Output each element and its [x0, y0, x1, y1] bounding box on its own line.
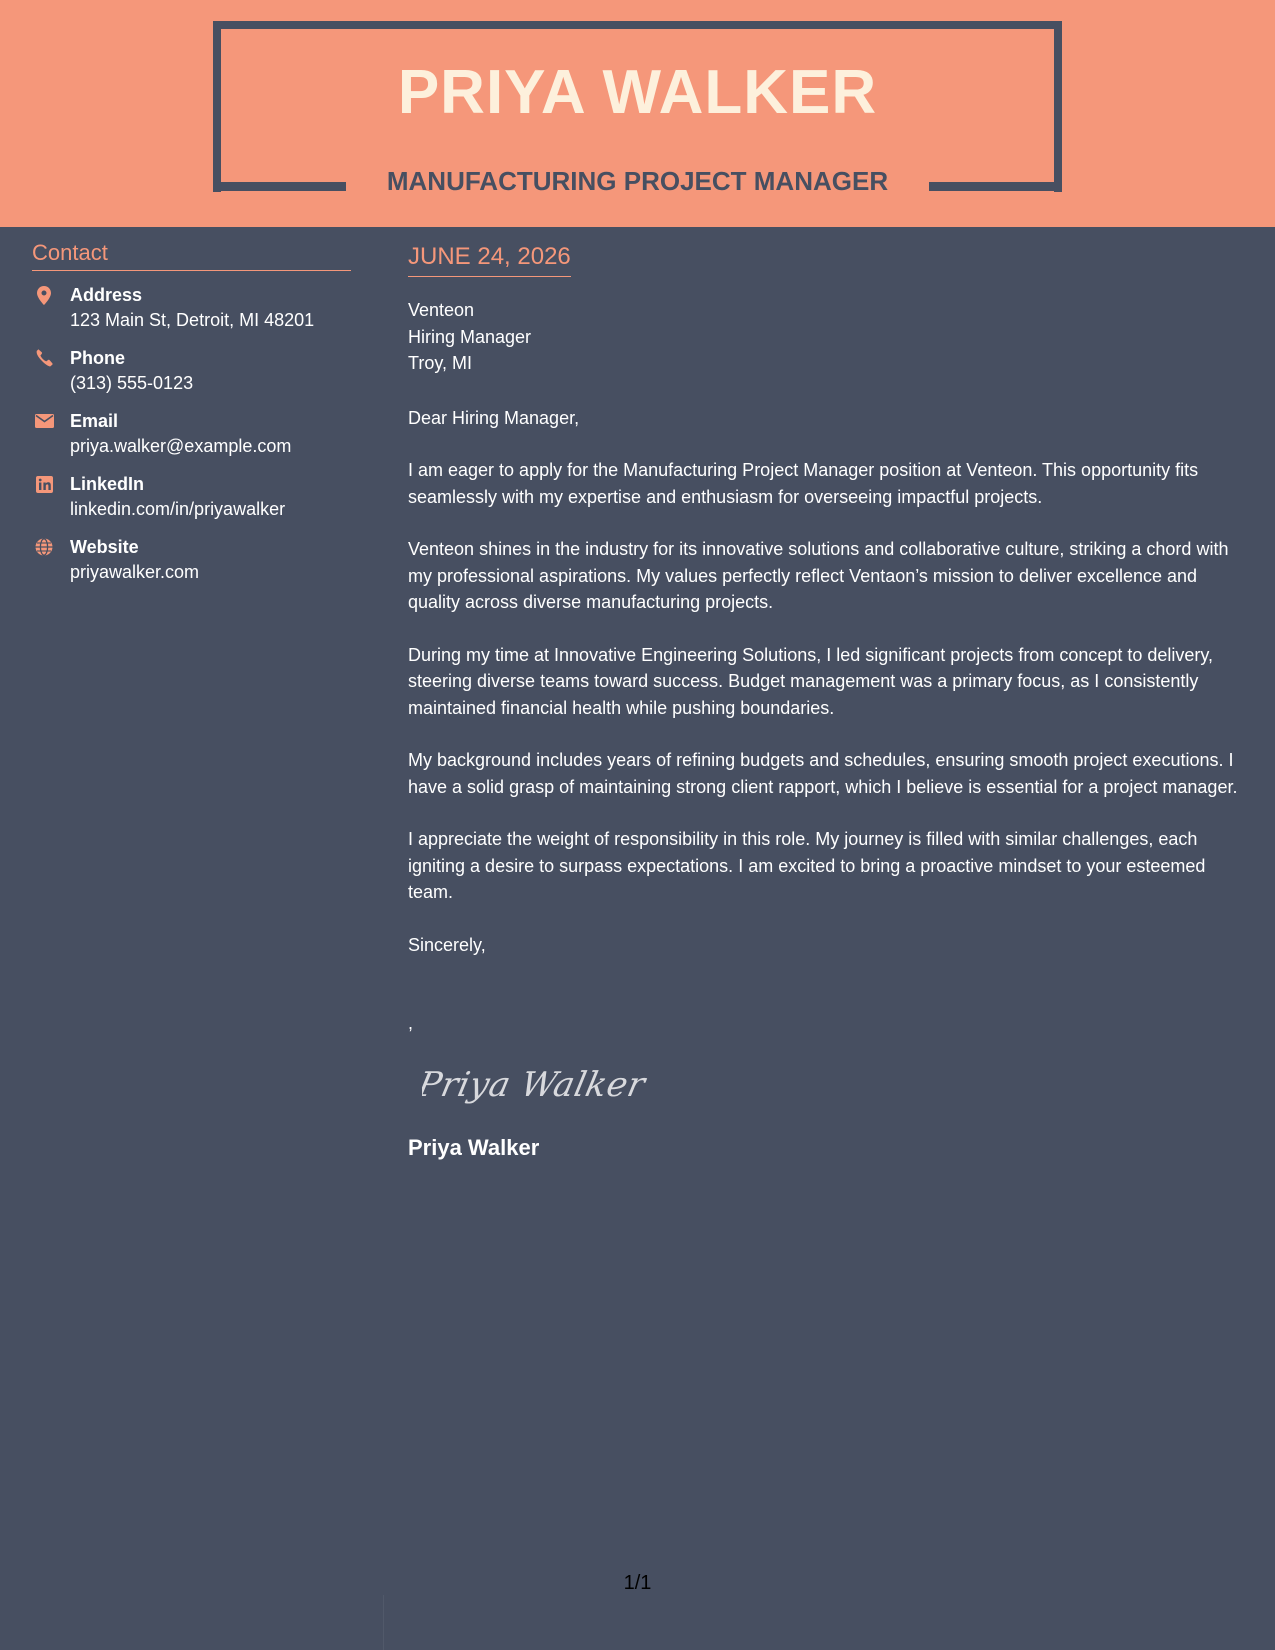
contact-item-phone [32, 346, 351, 396]
letter-paragraph: Venteon shines in the industry for its innovative solutions and collaborative culture, striking a chord with my professional aspirations. My values perfectly reflect Ventaon’s mission to deliver excellence and quality across diverse manufacturing projects. [408, 539, 1229, 613]
column-divider [383, 1595, 384, 1650]
contact-value: priya.walker@example.com [70, 436, 292, 457]
contact-label: Phone [70, 348, 126, 369]
map-pin-icon [34, 285, 54, 305]
header-frame-bottom-right [929, 182, 1062, 191]
contact-value: priyawalker.com [70, 562, 200, 583]
letter-paragraph: I am eager to apply for the Manufacturing Project Manager position at Venteon. This opportunity fits seamlessly with my expertise and enthusiasm for overseeing impactful projects. [408, 460, 1199, 507]
letter-paragraph: During my time at Innovative Engineering Solutions, I led significant projects from concept to delivery, steering diverse teams toward success. Budget management was a primary focus, as I consistently maintained financial health while pushing boundaries. [408, 644, 1214, 718]
signed-name: Priya Walker [408, 1135, 540, 1161]
contact-label: Email [70, 411, 119, 432]
contact-label: LinkedIn [70, 474, 145, 495]
linkedin-icon [34, 474, 54, 494]
page-number: 1/1 [623, 1572, 652, 1594]
contact-item-linkedin [32, 472, 351, 522]
envelope-icon [34, 411, 54, 431]
recipient-location: Troy, MI [408, 353, 472, 374]
applicant-name: PRIYA WALKER [397, 58, 878, 127]
signature-image [422, 1058, 662, 1108]
contact-value: linkedin.com/in/priyawalker [70, 499, 286, 520]
header-band [0, 0, 1275, 227]
contact-value: (313) 555-0123 [70, 373, 194, 394]
letter-paragraph: I appreciate the weight of responsibility in this role. My journey is filled with similar challenges, each igniting a desire to surpass expectations. I am excited to bring a proactive mindset to your esteemed team. [408, 829, 1206, 903]
contact-heading: Contact [32, 240, 351, 271]
letter-body [408, 244, 1248, 1162]
contact-item-website [32, 535, 351, 585]
globe-icon [34, 537, 54, 557]
letter-date: JUNE 24, 2026 [408, 244, 571, 277]
contact-label: Address [70, 285, 143, 306]
contact-list [32, 283, 351, 585]
recipient-title: Hiring Manager [408, 326, 532, 347]
contact-item-email [32, 409, 351, 459]
stray-comma: , [408, 1013, 414, 1034]
closing: Sincerely, [408, 934, 486, 955]
recipient-block [408, 297, 1248, 377]
svg-text:Priya Walker: Priya Walker [422, 1065, 649, 1106]
handwritten-signature [422, 1058, 1248, 1113]
contact-label: Website [70, 537, 139, 558]
header-frame-bottom-left [213, 182, 346, 191]
job-title: MANUFACTURING PROJECT MANAGER [386, 166, 889, 196]
contact-value: 123 Main St, Detroit, MI 48201 [70, 310, 315, 331]
salutation: Dear Hiring Manager, [408, 407, 580, 428]
contact-sidebar [32, 240, 351, 598]
contact-item-address [32, 283, 351, 333]
recipient-company: Venteon [408, 300, 475, 321]
letter-paragraph: My background includes years of refining budgets and schedules, ensuring smooth project executions. I have a solid grasp of maintaining strong client rapport, which I believe is essential for a project manager. [408, 750, 1238, 797]
phone-icon [34, 348, 54, 368]
